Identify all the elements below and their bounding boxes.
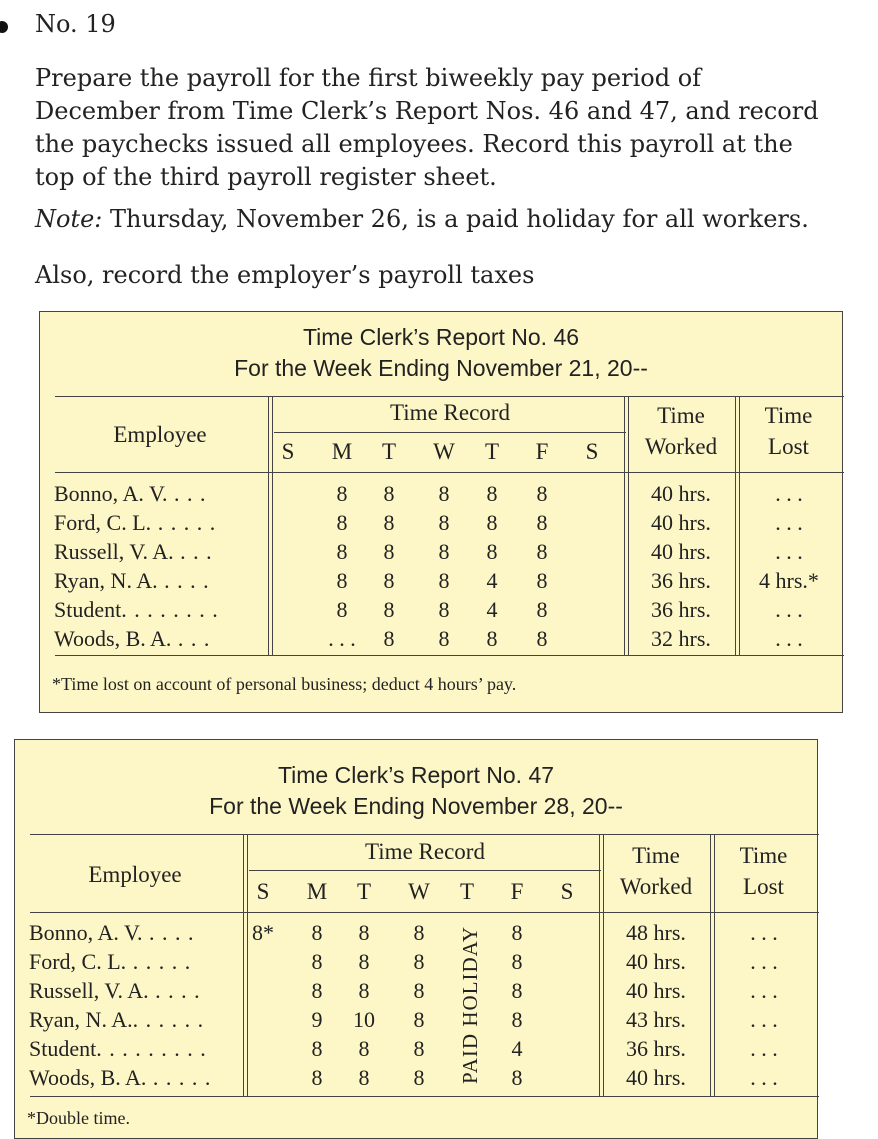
day-hours: 8 [336,539,348,564]
day-hours: 8 [413,949,425,974]
time-lost-value: 4 hrs.* [759,568,819,593]
day-hours: 8 [336,568,348,593]
time-lost-value: . . . [750,949,778,974]
dot-leader: . . . . [142,920,195,945]
day-header: F [535,439,549,464]
day-hours: 8 [438,568,450,593]
time-lost-value: . . . [775,626,803,651]
report-footnote: *Double time. [27,1108,130,1128]
time-lost-value: . . . [775,539,803,564]
time-worked-value: 43 hrs. [626,1007,686,1032]
day-hours: 8 [486,539,498,564]
day-hours: 8 [336,597,348,622]
employee-name-text: Woods, B. A. [54,626,172,651]
day-hours: 8 [358,1065,370,1090]
day-hours: 8 [413,1007,425,1032]
column-divider [735,396,740,655]
report-title: Time Clerk’s Report No. 47 [277,762,555,788]
employee-name-text: Ryan, N. A. [54,568,158,593]
time-lost-value: . . . [750,978,778,1003]
time-worked-value: 36 hrs. [651,568,711,593]
employee-name [54,508,216,537]
employee-name [54,479,207,508]
time-lost-value: . . . [750,1036,778,1061]
note-text: Thursday, November 26, is a paid holiday for all workers. [102,205,809,233]
dot-leader: . . . [171,626,211,651]
report-title: Time Clerk’s Report No. 46 [302,324,580,350]
dot-leader: . . . [167,481,207,506]
employee-name [29,1005,204,1034]
employee-header: Employee [88,862,182,887]
time-clerk-report-47 [14,739,818,1139]
bullet-icon [0,21,8,33]
day-hours: 8 [383,626,395,651]
day-hours: 8 [358,1036,370,1061]
day-hours: 8 [413,920,425,945]
time-worked-header-line: Worked [619,874,693,899]
time-lost-header-line: Time [739,843,788,868]
employee-name-text: Student [54,597,122,622]
time-worked-value: 40 hrs. [651,539,711,564]
day-hours: 8 [383,539,395,564]
employee-name-text: Woods, B. A. [29,1065,147,1090]
time-record-header: Time Record [365,839,485,864]
note-label: Note: [35,205,103,233]
time-worked-header-line: Time [657,403,705,428]
instruction-line: December from Time Clerk’s Report Nos. 46 and 47, and record [35,97,819,125]
day-hours: 8 [536,597,548,622]
day-header: T [356,879,372,904]
dot-leader: . . . . [157,568,210,593]
time-worked-value: 40 hrs. [626,949,686,974]
day-header: T [381,439,397,464]
employee-name-text: Ford, C. L. [29,949,127,974]
time-lost-header-line: Lost [768,434,809,459]
time-worked-header [611,840,701,902]
day-hours: 8 [311,1036,323,1061]
day-hours: 8 [358,978,370,1003]
day-hours: 4 [511,1036,523,1061]
time-lost-header [746,400,831,462]
header-top-rule [30,834,819,835]
day-hours: 8 [511,1007,523,1032]
day-hours: 8 [511,949,523,974]
day-hours: 8 [486,510,498,535]
day-hours: 8 [383,568,395,593]
dot-leader: . . . . [148,978,201,1003]
dot-leader: . . . . . . . . [121,597,219,622]
header-bottom-rule [30,912,819,913]
employee-name-text: Student [29,1036,97,1061]
day-header: F [510,879,524,904]
day-header: S [281,439,295,464]
time-worked-value: 36 hrs. [651,597,711,622]
day-header: S [585,439,599,464]
time-worked-value: 40 hrs. [651,481,711,506]
day-hours: 9 [311,1007,323,1032]
day-hours: 8* [252,920,274,945]
time-lost-header [721,840,806,902]
problem-number: No. 19 [35,10,116,38]
employee-name-text: Bonno, A. V. [29,920,143,945]
time-lost-header-line: Lost [743,874,784,899]
instruction-line: Prepare the payroll for the first biweekly pay period of [35,64,702,92]
day-hours: 4 [486,568,498,593]
column-divider [624,396,629,655]
column-divider [243,834,248,1096]
employee-name-text: Russell, V. A. [54,539,174,564]
day-hours: 8 [311,920,323,945]
employee-name [29,947,191,976]
day-hours: 8 [511,978,523,1003]
day-hours: 8 [413,978,425,1003]
column-divider [268,396,273,655]
time-clerk-report-46 [39,311,843,713]
employee-name [29,1063,211,1092]
report-footnote: *Time lost on account of personal business; deduct 4 hours’ pay. [52,674,517,694]
day-hours: 8 [438,510,450,535]
time-worked-value: 40 hrs. [626,1065,686,1090]
employee-name-text: Ryan, N. A. [29,1007,133,1032]
time-worked-value: 40 hrs. [626,978,686,1003]
dot-leader: . . . [173,539,213,564]
day-hours: 8 [536,539,548,564]
report-subtitle: For the Week Ending November 28, 20-- [209,793,623,819]
employee-name-text: Ford, C. L. [54,510,152,535]
day-hours: 8 [511,1065,523,1090]
employee-header: Employee [113,422,207,447]
day-hours: 8 [536,510,548,535]
day-hours: 8 [413,1065,425,1090]
time-worked-value: 32 hrs. [651,626,711,651]
time-worked-value: 36 hrs. [626,1036,686,1061]
employee-name-text: Russell, V. A. [29,978,149,1003]
employee-name [29,976,201,1005]
day-hours: 8 [438,539,450,564]
instructions-paragraph [35,62,835,194]
employee-name [54,566,210,595]
dot-leader: . . . . . [151,510,217,535]
time-lost-value: . . . [775,481,803,506]
time-worked-header [636,400,726,462]
day-header: M [331,439,353,464]
time-worked-header-line: Worked [644,434,718,459]
day-hours: 8 [438,481,450,506]
day-hours: 8 [438,597,450,622]
dot-leader: . . . . . [146,1065,212,1090]
body-bottom-rule [30,1096,819,1097]
time-lost-value: . . . [750,920,778,945]
day-hours: 8 [438,626,450,651]
employee-name-text: Bonno, A. V. [54,481,168,506]
day-header: S [256,879,270,904]
employee-name [29,918,195,947]
day-hours: . . . [328,626,356,651]
day-hours: 8 [311,1065,323,1090]
day-hours: 4 [486,597,498,622]
instruction-line: the paychecks issued all employees. Record this payroll at the [35,130,793,158]
day-hours: 8 [536,481,548,506]
day-hours: 8 [383,597,395,622]
time-lost-value: . . . [775,510,803,535]
day-hours: 8 [536,568,548,593]
day-header: M [306,879,328,904]
day-header: T [459,879,475,904]
employee-name [29,1034,207,1063]
day-hours: 8 [383,510,395,535]
also-instruction: Also, record the employer’s payroll taxes [35,261,535,289]
day-hours: 8 [383,481,395,506]
paid-holiday-label: PAID HOLIDAY [458,925,482,1084]
day-hours: 8 [336,510,348,535]
body-bottom-rule [55,655,844,656]
time-lost-header-line: Time [764,403,813,428]
header-top-rule [55,396,844,397]
dot-leader: . . . . . [126,949,192,974]
day-header: W [433,439,455,464]
column-divider [599,834,604,1096]
day-hours: 8 [336,481,348,506]
day-header: W [408,879,430,904]
day-hours: 8 [486,481,498,506]
time-lost-value: . . . [775,597,803,622]
header-bottom-rule [55,472,844,473]
dot-leader: . . . . . . [132,1007,205,1032]
day-hours: 8 [486,626,498,651]
day-hours: 8 [358,920,370,945]
time-lost-value: . . . [750,1007,778,1032]
time-worked-value: 40 hrs. [651,510,711,535]
time-record-rule [274,432,626,433]
employee-name [54,595,219,624]
day-hours: 8 [311,949,323,974]
column-divider [710,834,715,1096]
employee-name [54,624,210,653]
time-record-rule [249,870,601,871]
day-hours: 10 [353,1007,375,1032]
day-hours: 8 [536,626,548,651]
holiday-note [35,203,835,236]
dot-leader: . . . . . . . . . [96,1036,207,1061]
day-header: T [484,439,500,464]
time-lost-value: . . . [750,1065,778,1090]
time-record-header: Time Record [390,400,510,425]
day-header: S [560,879,574,904]
report-subtitle: For the Week Ending November 21, 20-- [234,355,648,381]
day-hours: 8 [358,949,370,974]
employee-name [54,537,213,566]
instruction-line: top of the third payroll register sheet. [35,163,497,191]
time-worked-header-line: Time [632,843,680,868]
day-hours: 8 [413,1036,425,1061]
day-hours: 8 [311,978,323,1003]
time-worked-value: 48 hrs. [626,920,686,945]
day-hours: 8 [511,920,523,945]
